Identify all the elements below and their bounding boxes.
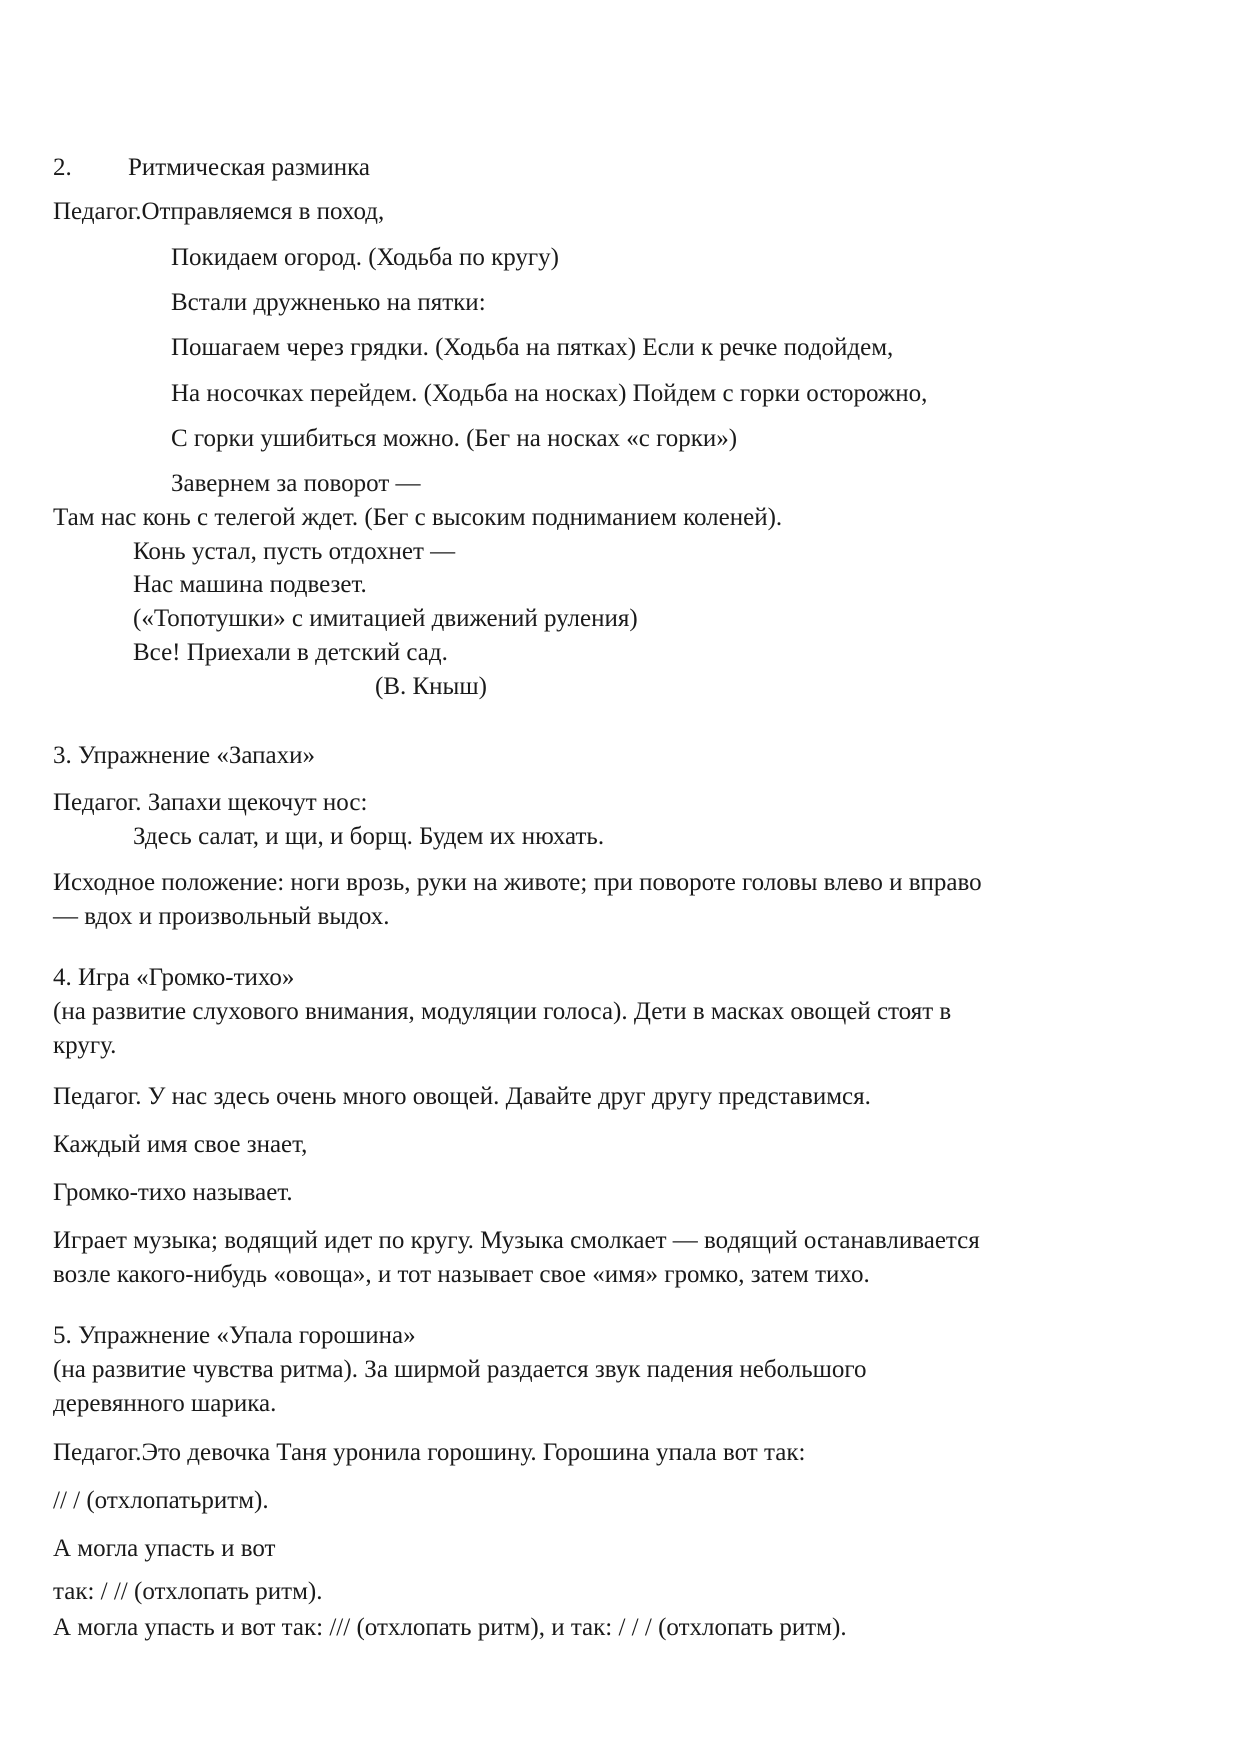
poem-line: Нас машина подвезет. xyxy=(133,571,367,598)
poem-line: С горки ушибиться можно. (Бег на носках «с горки») xyxy=(171,425,738,452)
text-line: кругу. xyxy=(53,1032,117,1059)
poem-line: На носочках перейдем. (Ходьба на носках) Пойдем с горки осторожно, xyxy=(171,380,928,407)
text-line: (на развитие чувства ритма). За ширмой раздается звук падения небольшого xyxy=(53,1356,867,1383)
poem-line: Встали дружненько на пятки: xyxy=(171,289,486,316)
text-line: Педагог. У нас здесь очень много овощей. Давайте друг другу представимся. xyxy=(53,1083,871,1110)
section-2-title: Ритмическая разминка xyxy=(128,154,370,181)
text-line: Педагог. Запахи щекочут нос: xyxy=(53,789,368,816)
section-3-title: 3. Упражнение «Запахи» xyxy=(53,742,315,769)
text-line: возле какого-нибудь «овоща», и тот называет свое «имя» громко, затем тихо. xyxy=(53,1261,870,1288)
poem-line: Пошагаем через грядки. (Ходьба на пятках) Если к речке подойдем, xyxy=(171,334,894,361)
section-5-title: 5. Упражнение «Упала горошина» xyxy=(53,1322,416,1349)
text-line: // / (отхлопатьритм). xyxy=(53,1487,269,1514)
poem-line: Там нас конь с телегой ждет. (Бег с высоким подниманием коленей). xyxy=(53,504,783,531)
section-2-number: 2. xyxy=(53,154,72,181)
poem-line: («Топотушки» с имитацией движений руления) xyxy=(133,605,638,632)
text-line: Исходное положение: ноги врозь, руки на животе; при повороте головы влево и вправо xyxy=(53,869,982,896)
text-line: (на развитие слухового внимания, модуляции голоса). Дети в масках овощей стоят в xyxy=(53,998,952,1025)
text-line: так: / // (отхлопать ритм). xyxy=(53,1578,323,1605)
text-line: Педагог.Отправляемся в поход, xyxy=(53,198,385,225)
poem-line: Конь устал, пусть отдохнет — xyxy=(133,538,456,565)
poem-line: Завернем за поворот — xyxy=(171,470,421,497)
text-line: деревянного шарика. xyxy=(53,1390,277,1417)
text-line: Играет музыка; водящий идет по кругу. Музыка смолкает — водящий останавливается xyxy=(53,1227,980,1254)
text-line: Здесь салат, и щи, и борщ. Будем их нюхать. xyxy=(133,823,605,850)
poem-line: Покидаем огород. (Ходьба по кругу) xyxy=(171,244,559,271)
text-line: А могла упасть и вот так: /// (отхлопать ритм), и так: / / / (отхлопать ритм). xyxy=(53,1614,847,1641)
section-4-title: 4. Игра «Громко-тихо» xyxy=(53,964,295,991)
poem-line: Все! Приехали в детский сад. xyxy=(133,639,448,666)
text-line: Громко-тихо называет. xyxy=(53,1179,293,1206)
poem-author: (В. Кныш) xyxy=(375,673,487,700)
text-line: — вдох и произвольный выдох. xyxy=(53,903,390,930)
text-line: А могла упасть и вот xyxy=(53,1535,276,1562)
text-line: Каждый имя свое знает, xyxy=(53,1131,308,1158)
text-line: Педагог.Это девочка Таня уронила горошину. Горошина упала вот так: xyxy=(53,1439,806,1466)
